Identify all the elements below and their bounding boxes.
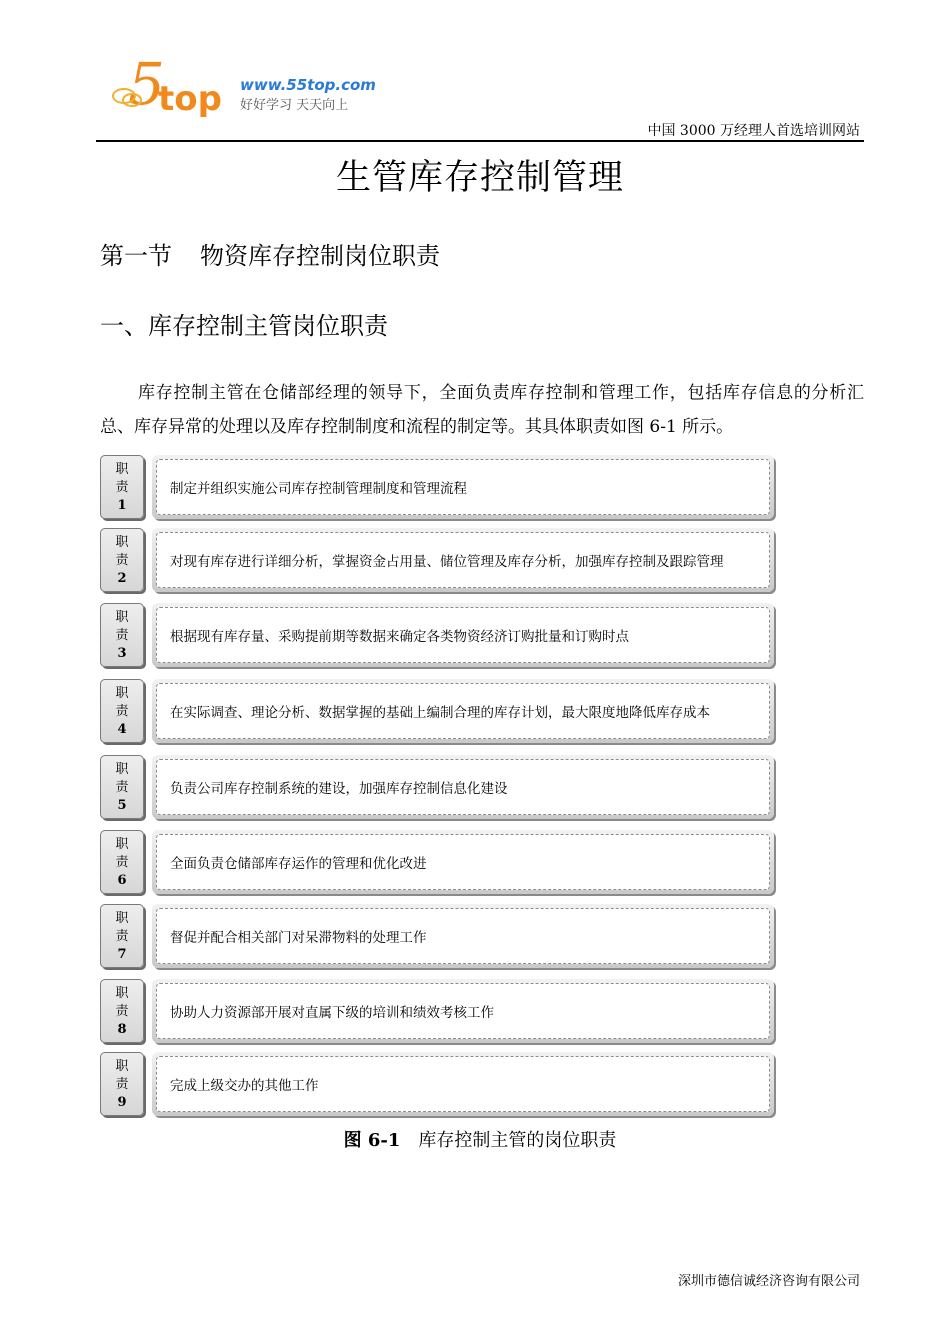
- duty-text: 全面负责仓储部库存运作的管理和优化改进: [156, 834, 770, 890]
- logo-wordmark: top: [158, 79, 222, 119]
- duty-number: 2: [117, 571, 127, 586]
- duty-tag-char: 职: [115, 535, 129, 550]
- duty-tag: [100, 979, 144, 1043]
- duty-text: 督促并配合相关部门对呆滞物料的处理工作: [156, 908, 770, 964]
- duty-number: 3: [117, 646, 127, 661]
- duty-row: [100, 679, 776, 745]
- duty-box: [152, 830, 774, 894]
- duty-tag: [100, 1052, 144, 1116]
- duty-tag: [100, 904, 144, 968]
- duty-tag: [100, 528, 144, 592]
- duty-box: [152, 528, 774, 592]
- duty-tag-char: 职: [115, 911, 129, 926]
- section-number: 第一节: [100, 242, 172, 270]
- duty-box: [152, 904, 774, 968]
- duty-tag-char: 职: [115, 986, 129, 1001]
- duty-box: [152, 679, 774, 743]
- duty-tag: [100, 679, 144, 743]
- duty-tag-char: 职: [115, 837, 129, 852]
- duty-row: [100, 1052, 776, 1118]
- duty-tag-char: 责: [115, 1004, 129, 1019]
- logo-url: www.55top.com: [240, 76, 376, 94]
- duty-tag-char: 责: [115, 704, 129, 719]
- duty-text: 在实际调查、理论分析、数据掌握的基础上编制合理的库存计划，最大限度地降低库存成本: [156, 683, 770, 739]
- duty-number: 5: [117, 798, 127, 813]
- duty-number: 4: [117, 722, 127, 737]
- duty-row: [100, 979, 776, 1045]
- figure-title: 库存控制主管的岗位职责: [418, 1130, 617, 1151]
- duty-tag-char: 责: [115, 855, 129, 870]
- duty-number: 1: [117, 498, 127, 513]
- duty-tag: [100, 603, 144, 667]
- duty-text: 协助人力资源部开展对直属下级的培训和绩效考核工作: [156, 983, 770, 1039]
- logo-slogan: 好好学习 天天向上: [240, 98, 349, 113]
- subsection-heading: 一、库存控制主管岗位职责: [100, 312, 388, 340]
- duty-row: [100, 904, 776, 970]
- duty-number: 6: [117, 873, 127, 888]
- site-logo: [108, 52, 398, 127]
- figure-caption: [0, 1126, 950, 1152]
- duty-tag-char: 职: [115, 762, 129, 777]
- duty-tag-char: 责: [115, 628, 129, 643]
- duty-row: [100, 528, 776, 594]
- header-tagline: 中国 3000 万经理人首选培训网站: [647, 123, 860, 139]
- figure-number: 图 6-1: [343, 1130, 401, 1151]
- document-title: 生管库存控制管理: [335, 158, 624, 198]
- duty-tag-char: 责: [115, 929, 129, 944]
- duty-box: [152, 979, 774, 1043]
- duty-tag-char: 职: [115, 610, 129, 625]
- duty-box: [152, 1052, 774, 1116]
- duty-text: 根据现有库存量、采购提前期等数据来确定各类物资经济订购批量和订购时点: [156, 607, 770, 663]
- duty-tag: [100, 755, 144, 819]
- duty-tag-char: 职: [115, 686, 129, 701]
- duty-row: [100, 830, 776, 896]
- duty-tag-char: 责: [115, 780, 129, 795]
- duty-text: 负责公司库存控制系统的建设，加强库存控制信息化建设: [156, 759, 770, 815]
- duty-tag-char: 职: [115, 462, 129, 477]
- duty-tag: [100, 455, 144, 519]
- logo-numeral: 5: [128, 52, 165, 118]
- duty-tag-char: 责: [115, 553, 129, 568]
- duty-box: [152, 603, 774, 667]
- duty-text: 制定并组织实施公司库存控制管理制度和管理流程: [156, 459, 770, 515]
- duty-box: [152, 455, 774, 519]
- duty-box: [152, 755, 774, 819]
- duty-tag-char: 职: [115, 1059, 129, 1074]
- duty-row: [100, 755, 776, 821]
- duty-number: 9: [117, 1095, 127, 1110]
- duty-tag-char: 责: [115, 1077, 129, 1092]
- duty-number: 7: [117, 947, 127, 962]
- duty-tag: [100, 830, 144, 894]
- section-title: 物资库存控制岗位职责: [200, 242, 440, 270]
- footer-company: 深圳市德信诚经济咨询有限公司: [677, 1274, 860, 1289]
- duty-text: 完成上级交办的其他工作: [156, 1056, 770, 1112]
- duty-row: [100, 455, 776, 521]
- section-heading: [100, 236, 440, 271]
- body-paragraph: 库存控制主管在仓储部经理的领导下，全面负责库存控制和管理工作，包括库存信息的分析汇总、库存异常的处理以及库存控制制度和流程的制定等。其具体职责如图 6-1 所示。: [100, 383, 864, 437]
- duty-tag-char: 责: [115, 480, 129, 495]
- duty-number: 8: [117, 1022, 127, 1037]
- header-divider: [96, 140, 864, 142]
- duty-text: 对现有库存进行详细分析，掌握资金占用量、储位管理及库存分析，加强库存控制及跟踪管理: [156, 532, 770, 588]
- duty-row: [100, 603, 776, 669]
